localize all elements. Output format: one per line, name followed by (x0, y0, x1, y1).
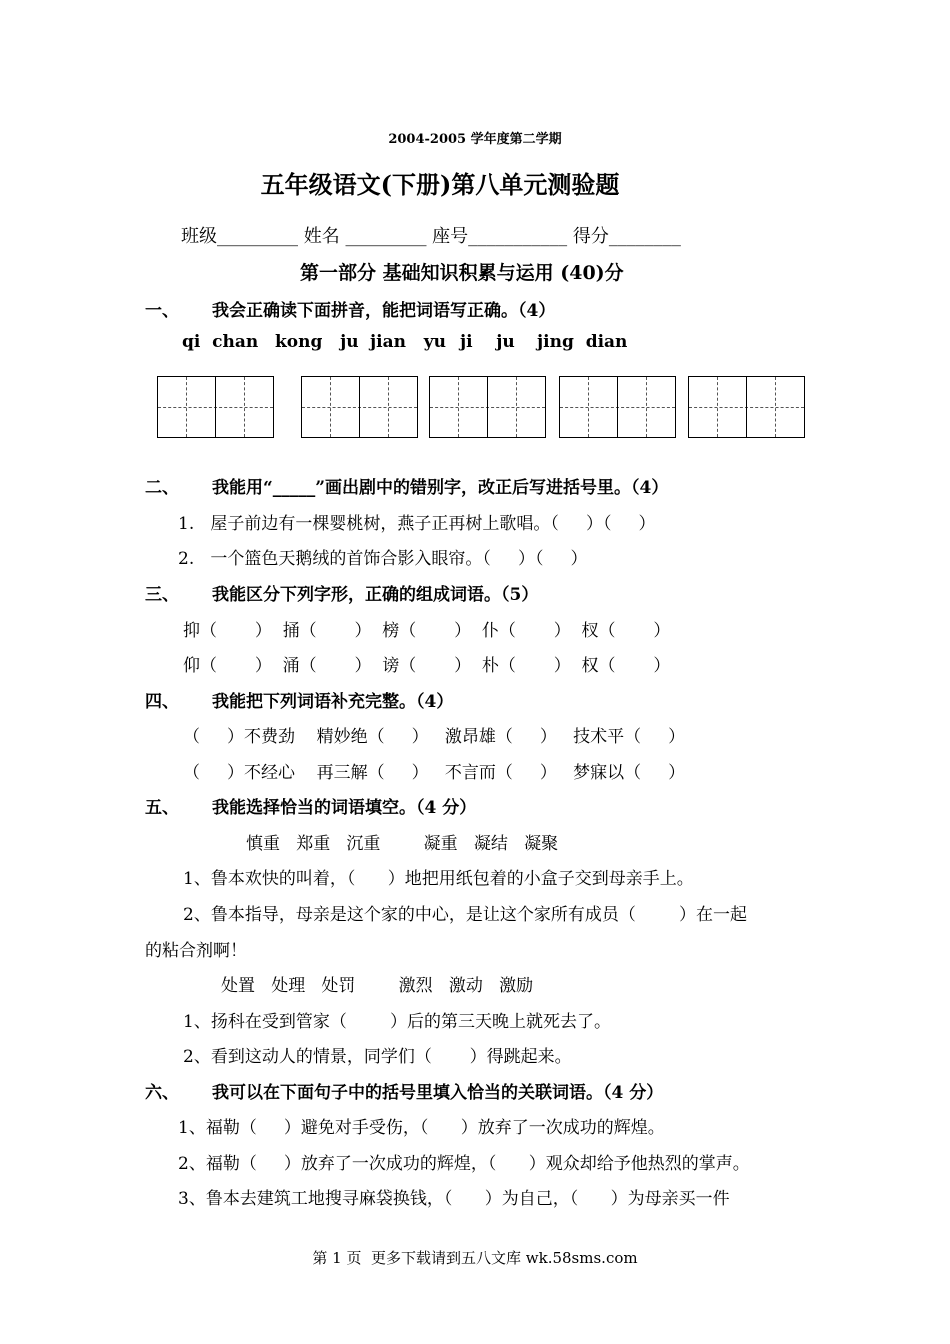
q5-sentence-2: 2、鲁本指导，母亲是这个家的中心，是让这个家所有成员（ ）在一起 (183, 905, 748, 925)
q4-row-2: （ ）不经心 再三解（ ） 不言而（ ） 梦寐以（ ） (183, 763, 686, 783)
pinyin-2: kong ju (275, 332, 359, 352)
q6-sentence-2: 2、福勒（ ）放弃了一次成功的辉煌，（ ）观众却给予他热烈的掌声。 (178, 1154, 750, 1174)
pinyin-5: jing dian (537, 332, 628, 352)
q2-number: 二、 (145, 478, 179, 498)
q3-row-2: 仰（ ） 涌（ ） 谤（ ） 朴（ ） 权（ ） (183, 656, 671, 676)
q5-word-bank-1: 慎重 郑重 沉重 凝重 凝结 凝聚 (246, 834, 559, 854)
q5-sentence-3: 1、扬科在受到管家（ ）后的第三天晚上就死去了。 (183, 1012, 612, 1032)
q5-sentence-2-cont: 的粘合剂啊！ (145, 941, 247, 961)
q5-word-bank-2: 处置 处理 处罚 激烈 激动 激励 (221, 976, 534, 996)
q5-number: 五、 (145, 798, 179, 818)
pinyin-1: qi chan (182, 332, 259, 352)
writing-grid-3[interactable] (429, 376, 546, 438)
q6-number: 六、 (145, 1083, 179, 1103)
q1-number: 一、 (145, 301, 179, 321)
q4-row-1: （ ）不费劲 精妙绝（ ） 激昂雄（ ） 技术平（ ） (183, 727, 686, 747)
q1-instruction: 我会正确读下面拼音，能把词语写正确。（4） (212, 301, 556, 321)
q4-instruction: 我能把下列词语补充完整。（4） (212, 692, 454, 712)
writing-grid-5[interactable] (688, 376, 805, 438)
q6-sentence-1: 1、福勒（ ）避免对手受伤，（ ）放弃了一次成功的辉煌。 (178, 1118, 665, 1138)
q3-number: 三、 (145, 585, 179, 605)
q2-item-2: 2. 一个篮色天鹅绒的首饰合影入眼帘。（ ）（ ） (178, 549, 588, 569)
part1-title: 第一部分 基础知识积累与运用 (40)分 (300, 262, 624, 284)
q3-row-1: 抑（ ） 捅（ ） 榜（ ） 仆（ ） 杈（ ） (183, 621, 671, 641)
q2-instruction: 我能用“_____”画出剧中的错别字，改正后写进括号里。（4） (212, 478, 669, 498)
q2-item-1: 1. 屋子前边有一棵婴桃树，燕子正再树上歌唱。（ ）（ ） (178, 514, 656, 534)
writing-grid-1[interactable] (157, 376, 274, 438)
page-title: 五年级语文(下册)第八单元测验题 (260, 170, 620, 199)
q5-sentence-4: 2、看到这动人的情景，同学们（ ）得跳起来。 (183, 1047, 572, 1067)
student-info-line: 班级_________ 姓名 _________ 座号___________ 得分________ (181, 226, 681, 247)
q3-instruction: 我能区分下列字形，正确的组成词语。（5） (212, 585, 539, 605)
writing-grid-4[interactable] (559, 376, 676, 438)
q5-sentence-1: 1、鲁本欢快的叫着，（ ）地把用纸包着的小盒子交到母亲手上。 (183, 869, 694, 889)
q6-sentence-3: 3、鲁本去建筑工地搜寻麻袋换钱，（ ）为自己，（ ）为母亲买一件 (178, 1189, 730, 1209)
q6-instruction: 我可以在下面句子中的括号里填入恰当的关联词语。（4 分） (212, 1083, 664, 1103)
q4-number: 四、 (145, 692, 179, 712)
pinyin-4: ji ju (460, 332, 515, 352)
q5-instruction: 我能选择恰当的词语填空。（4 分） (212, 798, 477, 818)
writing-grid-2[interactable] (301, 376, 418, 438)
term-heading: 2004-2005 学年度第二学期 (388, 132, 562, 147)
page-footer: 第 1 页 更多下载请到五八文库 wk.58sms.com (312, 1249, 638, 1267)
pinyin-3: jian yu (370, 332, 446, 352)
